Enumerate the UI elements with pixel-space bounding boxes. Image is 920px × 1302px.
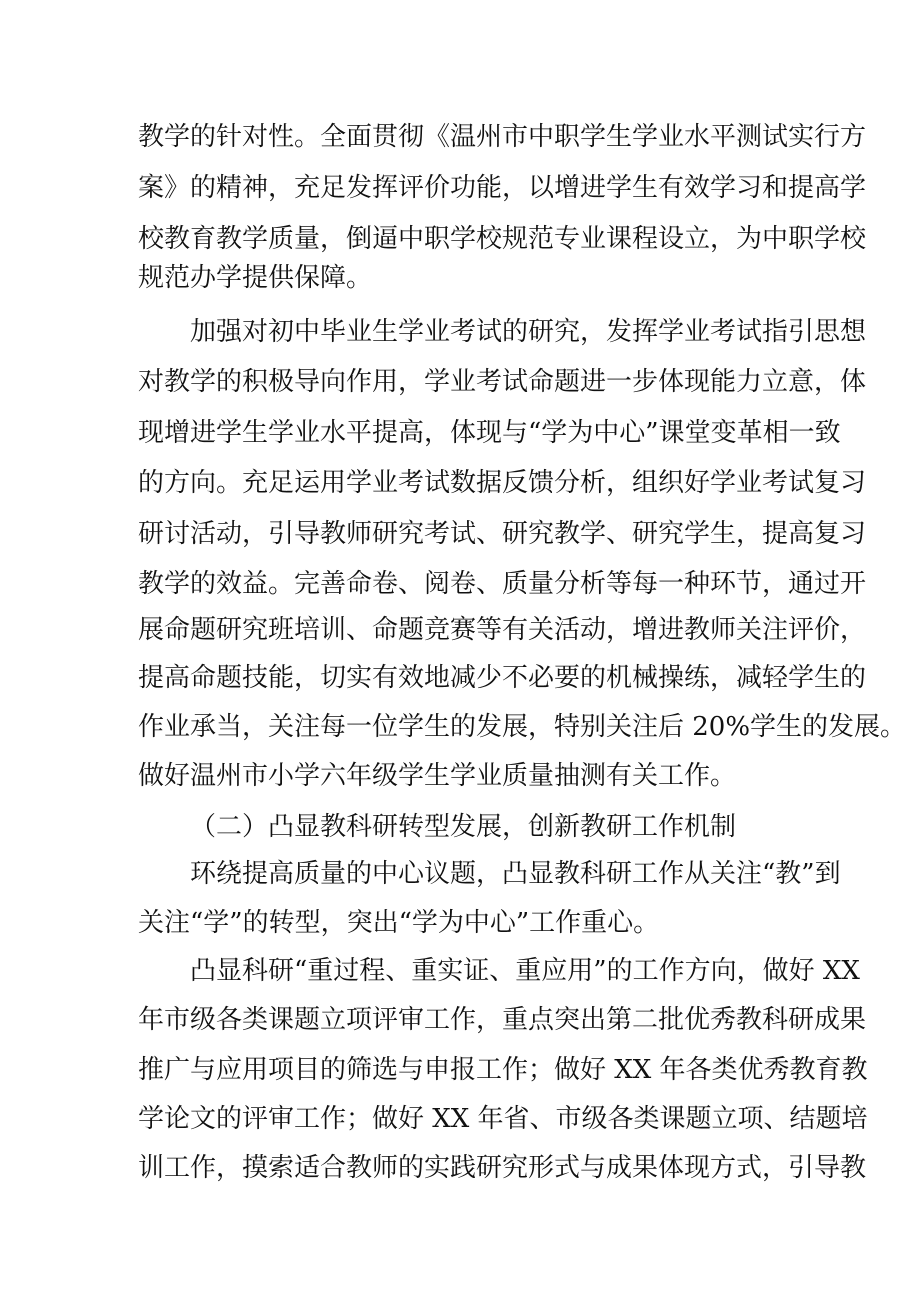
paragraph-first-line: 环绕提高质量的中心议题，凸显教科研工作从关注“教”到 (190, 859, 841, 889)
text-line: 年市级各类课题立项评审工作，重点突出第二批优秀教科研成果 (138, 1005, 867, 1035)
text-line: 教学的针对性。全面贯彻《温州市中职学生学业水平测试实行方 (138, 122, 867, 152)
text-line: 校教育教学质量，倒逼中职学校规范专业课程设立，为中职学校 (138, 224, 867, 254)
text-line: 案》的精神，充足发挥评价功能，以增进学生有效学习和提高学 (138, 173, 867, 203)
text-line: 教学的效益。完善命卷、阅卷、质量分析等每一种环节，通过开 (138, 569, 867, 599)
text-line: 训工作，摸索适合教师的实践研究形式与成果体现方式，引导教 (138, 1153, 867, 1183)
text-line: 现增进学生学业水平提高，体现与“学为中心”课堂变革相一致 (138, 418, 841, 448)
paragraph-first-line: 加强对初中毕业生学业考试的研究，发挥学业考试指引思想 (190, 317, 867, 347)
text-line: 作业承当，关注每一位学生的发展，特别关注后 20%学生的发展。 (138, 712, 907, 742)
text-line: 展命题研究班培训、命题竞赛等有关活动，增进教师关注评价， (138, 615, 867, 645)
text-line: 做好温州市小学六年级学生学业质量抽测有关工作。 (138, 761, 737, 791)
text-line: 提高命题技能，切实有效地减少不必要的机械操练，减轻学生的 (138, 663, 867, 693)
text-line: 规范办学提供保障。 (138, 263, 373, 293)
paragraph-first-line: 凸显科研“重过程、重实证、重应用”的工作方向，做好 XX (190, 956, 860, 986)
text-line: 的方向。充足运用学业考试数据反馈分析，组织好学业考试复习 (138, 468, 867, 498)
text-line: 对教学的积极导向作用，学业考试命题进一步体现能力立意，体 (138, 367, 867, 397)
text-line: 推广与应用项目的筛选与申报工作；做好 XX 年各类优秀教育教 (138, 1055, 868, 1085)
text-line: 学论文的评审工作；做好 XX 年省、市级各类课题立项、结题培 (138, 1104, 868, 1134)
text-line: 研讨活动，引导教师研究考试、研究教学、研究学生，提高复习 (138, 519, 867, 549)
text-line: 关注“学”的转型，突出“学为中心”工作重心。 (138, 908, 660, 938)
section-heading: （二）凸显教科研转型发展，创新教研工作机制 (190, 812, 737, 842)
